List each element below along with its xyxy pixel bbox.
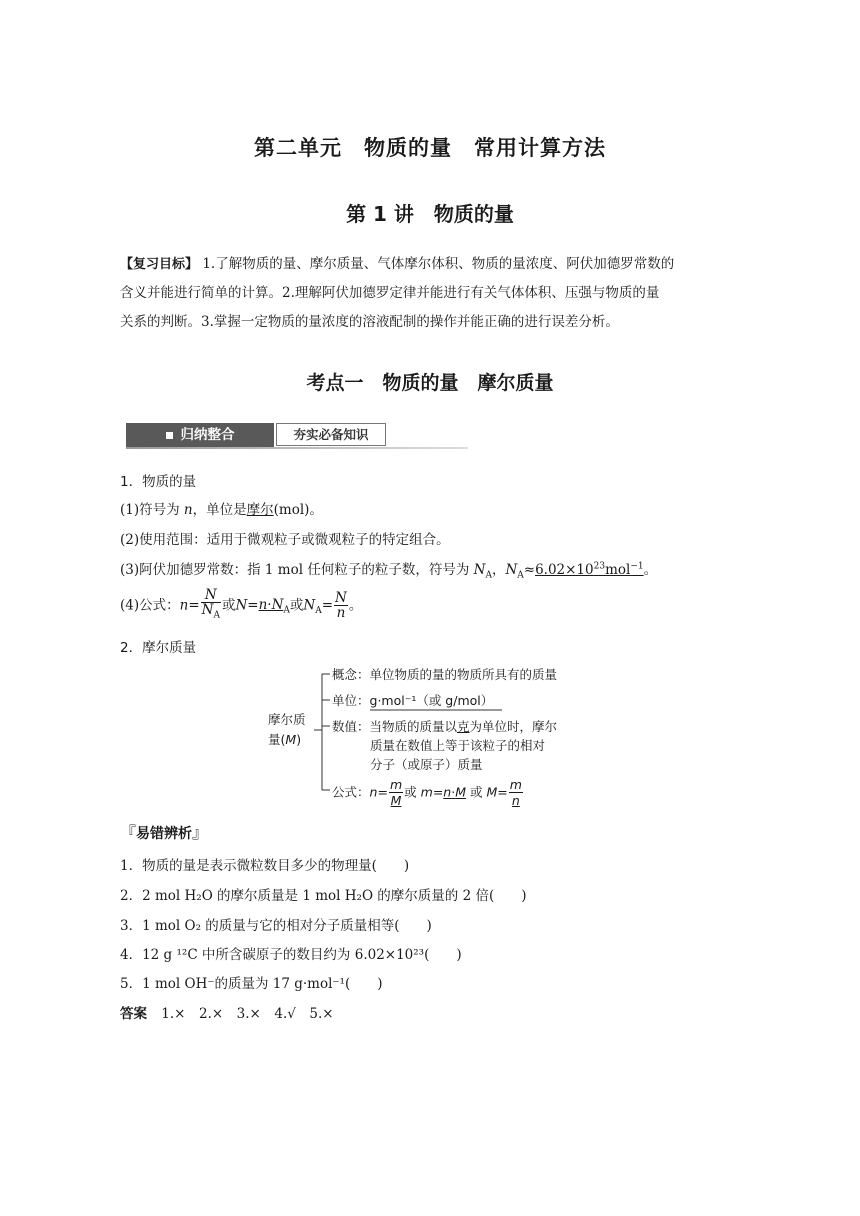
answer-values: 1.× 2.× 3.× 4.√ 5.×	[161, 1006, 334, 1022]
point-4-formula: (4)公式：n= $\frac{N}{N_A}$ 或$N=n\cdot N_A$或$N_A=$ $\frac{N}{n}$ 。	[120, 587, 363, 621]
lesson-title: 第 1 讲 物质的量	[346, 202, 514, 226]
point-1-symbol: (1)符号为 n，单位是摩尔(mol)。	[120, 502, 323, 518]
diagram-formula: 公式：n= $\frac{m}{M}$ 或 m=n·M 或 M= $\frac{m}{n}$	[332, 777, 522, 808]
objectives-label: 【复习目标】	[120, 257, 199, 272]
point-2-scope: (2)使用范围：适用于微观粒子或微观粒子的特定组合。	[120, 532, 450, 548]
objectives-line-3: 关系的判断。3.掌握一定物质的量浓度的溶液配制的操作并能正确的进行误差分析。	[120, 314, 619, 330]
molar-mass-diagram	[260, 662, 600, 810]
banner-underline	[126, 447, 468, 449]
diagram-concept: 概念：单位物质的量的物质所具有的质量	[332, 667, 558, 682]
banner-main: 归纳整合	[126, 423, 274, 447]
section-banner	[126, 423, 468, 449]
diagram-value: 数值：当物质的质量以克为单位时，摩尔 质量在数值上等于该粒子的相对 分子（或原子）质量	[332, 719, 558, 772]
knowledge-point-title: 考点一 物质的量 摩尔质量	[306, 372, 554, 394]
section-1-heading: 1．物质的量	[120, 474, 197, 490]
section-2-heading: 2．摩尔质量	[120, 640, 197, 656]
diagram-unit: 单位：g·mol⁻¹（或 g/mol）	[332, 693, 494, 708]
objectives-line-1: 1.了解物质的量、摩尔质量、气体摩尔体积、物质的量浓度、阿伏加德罗常数的	[202, 256, 675, 272]
answers-line	[120, 1002, 334, 1022]
diagram-root: 摩尔质 量(M)	[268, 712, 306, 747]
error-item-4: 4．12 g ¹²C 中所含碳原子的数目约为 6.02×10²³( )	[120, 947, 462, 963]
objectives-line-2: 含义并能进行简单的计算。2.理解阿伏加德罗定律并能进行有关气体体积、压强与物质的量	[120, 285, 660, 301]
common-errors-heading: 『易错辨析』	[120, 823, 209, 842]
error-item-2: 2．2 mol H₂O 的摩尔质量是 1 mol H₂O 的摩尔质量的 2 倍( )	[120, 888, 527, 904]
error-item-3: 3．1 mol O₂ 的质量与它的相对分子质量相等( )	[120, 918, 432, 934]
banner-tag: 夯实必备知识	[276, 423, 386, 446]
error-item-1: 1．物质的量是表示微粒数目多少的物理量( )	[120, 858, 410, 874]
answer-label: 答案	[120, 1006, 147, 1022]
error-item-5: 5．1 mol OH⁻的质量为 17 g·mol⁻¹( )	[120, 976, 383, 992]
point-3-avogadro: (3)阿伏加德罗常数：指 1 mol 任何粒子的粒子数，符号为 $N_A$，$N_A\approx 6.02\times 10^{23}mol^{-1}$。	[120, 561, 658, 581]
square-icon	[166, 432, 173, 439]
unit-title: 第二单元 物质的量 常用计算方法	[254, 136, 606, 160]
review-objectives	[120, 250, 744, 337]
